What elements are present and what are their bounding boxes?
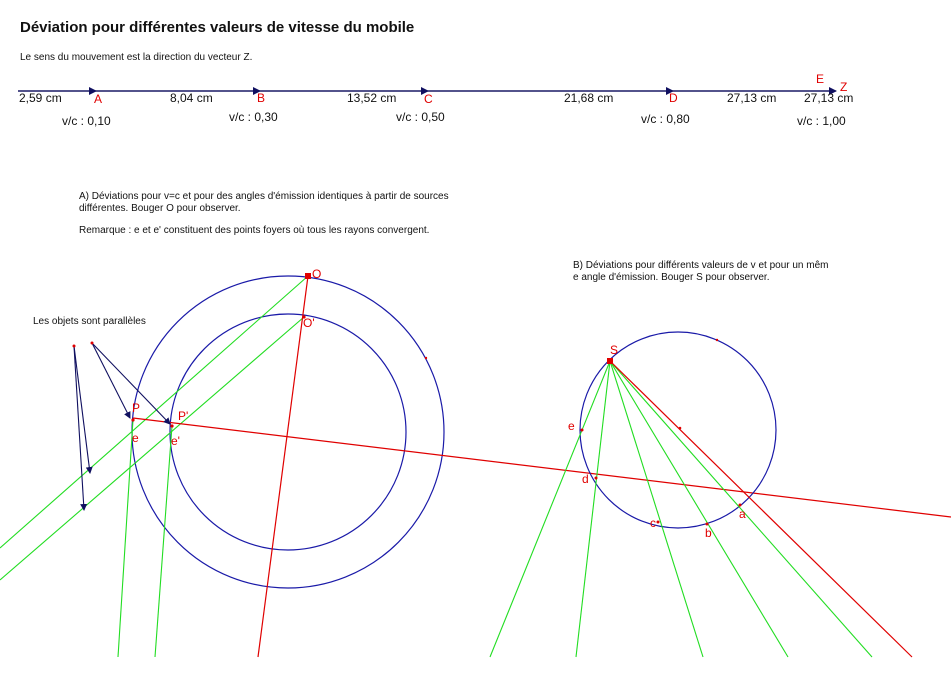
distance-label: 27,13 cm <box>804 91 854 105</box>
green-ray <box>490 361 610 657</box>
green-ray <box>610 361 703 657</box>
section-b-heading-line2: e angle d'émission. Bouger S pour observer. <box>573 272 770 283</box>
point-label-b: B <box>257 91 266 105</box>
point-pprime <box>170 424 173 427</box>
label-c: c <box>650 516 656 530</box>
label-s[interactable]: S <box>610 343 619 357</box>
speed-label: v/c : 0,50 <box>396 110 445 124</box>
green-ray <box>118 420 133 657</box>
point-label-z: Z <box>840 80 848 94</box>
objects-note: Les objets sont parallèles <box>33 316 146 327</box>
label-eprime: e' <box>171 434 180 448</box>
section-a-heading-line2: différentes. Bouger O pour observer. <box>79 203 241 214</box>
distance-label: 8,04 cm <box>170 91 213 105</box>
label-d: d <box>582 472 589 486</box>
point-marker <box>716 339 718 341</box>
red-line-p <box>133 418 951 517</box>
section-b-heading-line1: B) Déviations pour différents valeurs de v et pour un mêm <box>573 260 829 271</box>
center-marker <box>679 427 682 430</box>
point-label-e: E <box>816 72 825 86</box>
section-a-remark: Remarque : e et e' constituent des points foyers où tous les rayons convergent. <box>79 225 430 236</box>
point-s <box>607 358 613 364</box>
label-oprime: O' <box>303 316 315 330</box>
point-d <box>595 477 598 480</box>
label-b: b <box>705 526 712 540</box>
label-pprime: P' <box>178 409 189 423</box>
point-marker <box>425 357 427 359</box>
distance-label: 2,59 cm <box>19 91 62 105</box>
speed-label: v/c : 1,00 <box>797 114 846 128</box>
label-e: e <box>132 431 139 445</box>
point-label-d: D <box>669 91 678 105</box>
distance-label: 27,13 cm <box>727 91 777 105</box>
point-e <box>581 429 584 432</box>
speed-label: v/c : 0,80 <box>641 112 690 126</box>
object-arrow <box>92 343 130 418</box>
label-a: a <box>739 507 746 521</box>
section-a-figure <box>0 273 951 657</box>
point-label-a: A <box>94 92 103 106</box>
point-c <box>657 521 660 524</box>
label-e-b: e <box>568 419 575 433</box>
object-arrow <box>74 346 84 510</box>
speed-label: v/c : 0,10 <box>62 114 111 128</box>
object-point <box>91 342 94 345</box>
green-ray <box>155 426 172 657</box>
page-title: Déviation pour différentes valeurs de vitesse du mobile <box>20 19 415 36</box>
label-o[interactable]: O <box>312 267 322 281</box>
speed-label: v/c : 0,30 <box>229 110 278 124</box>
section-a-heading-line1: A) Déviations pour v=c et pour des angles d'émission identiques à partir de sources <box>79 191 449 202</box>
object-arrow <box>74 346 90 473</box>
red-axis-o <box>258 276 308 657</box>
distance-label: 21,68 cm <box>564 91 614 105</box>
section-b-figure <box>490 332 912 657</box>
object-point <box>73 345 76 348</box>
movement-note: Le sens du mouvement est la direction du vecteur Z. <box>20 52 253 63</box>
point-label-c: C <box>424 92 433 106</box>
object-arrow <box>92 343 170 424</box>
distance-label: 13,52 cm <box>347 91 397 105</box>
point-p <box>131 418 134 421</box>
point-o <box>305 273 311 279</box>
label-p: P <box>132 401 141 415</box>
green-ray <box>576 361 610 657</box>
